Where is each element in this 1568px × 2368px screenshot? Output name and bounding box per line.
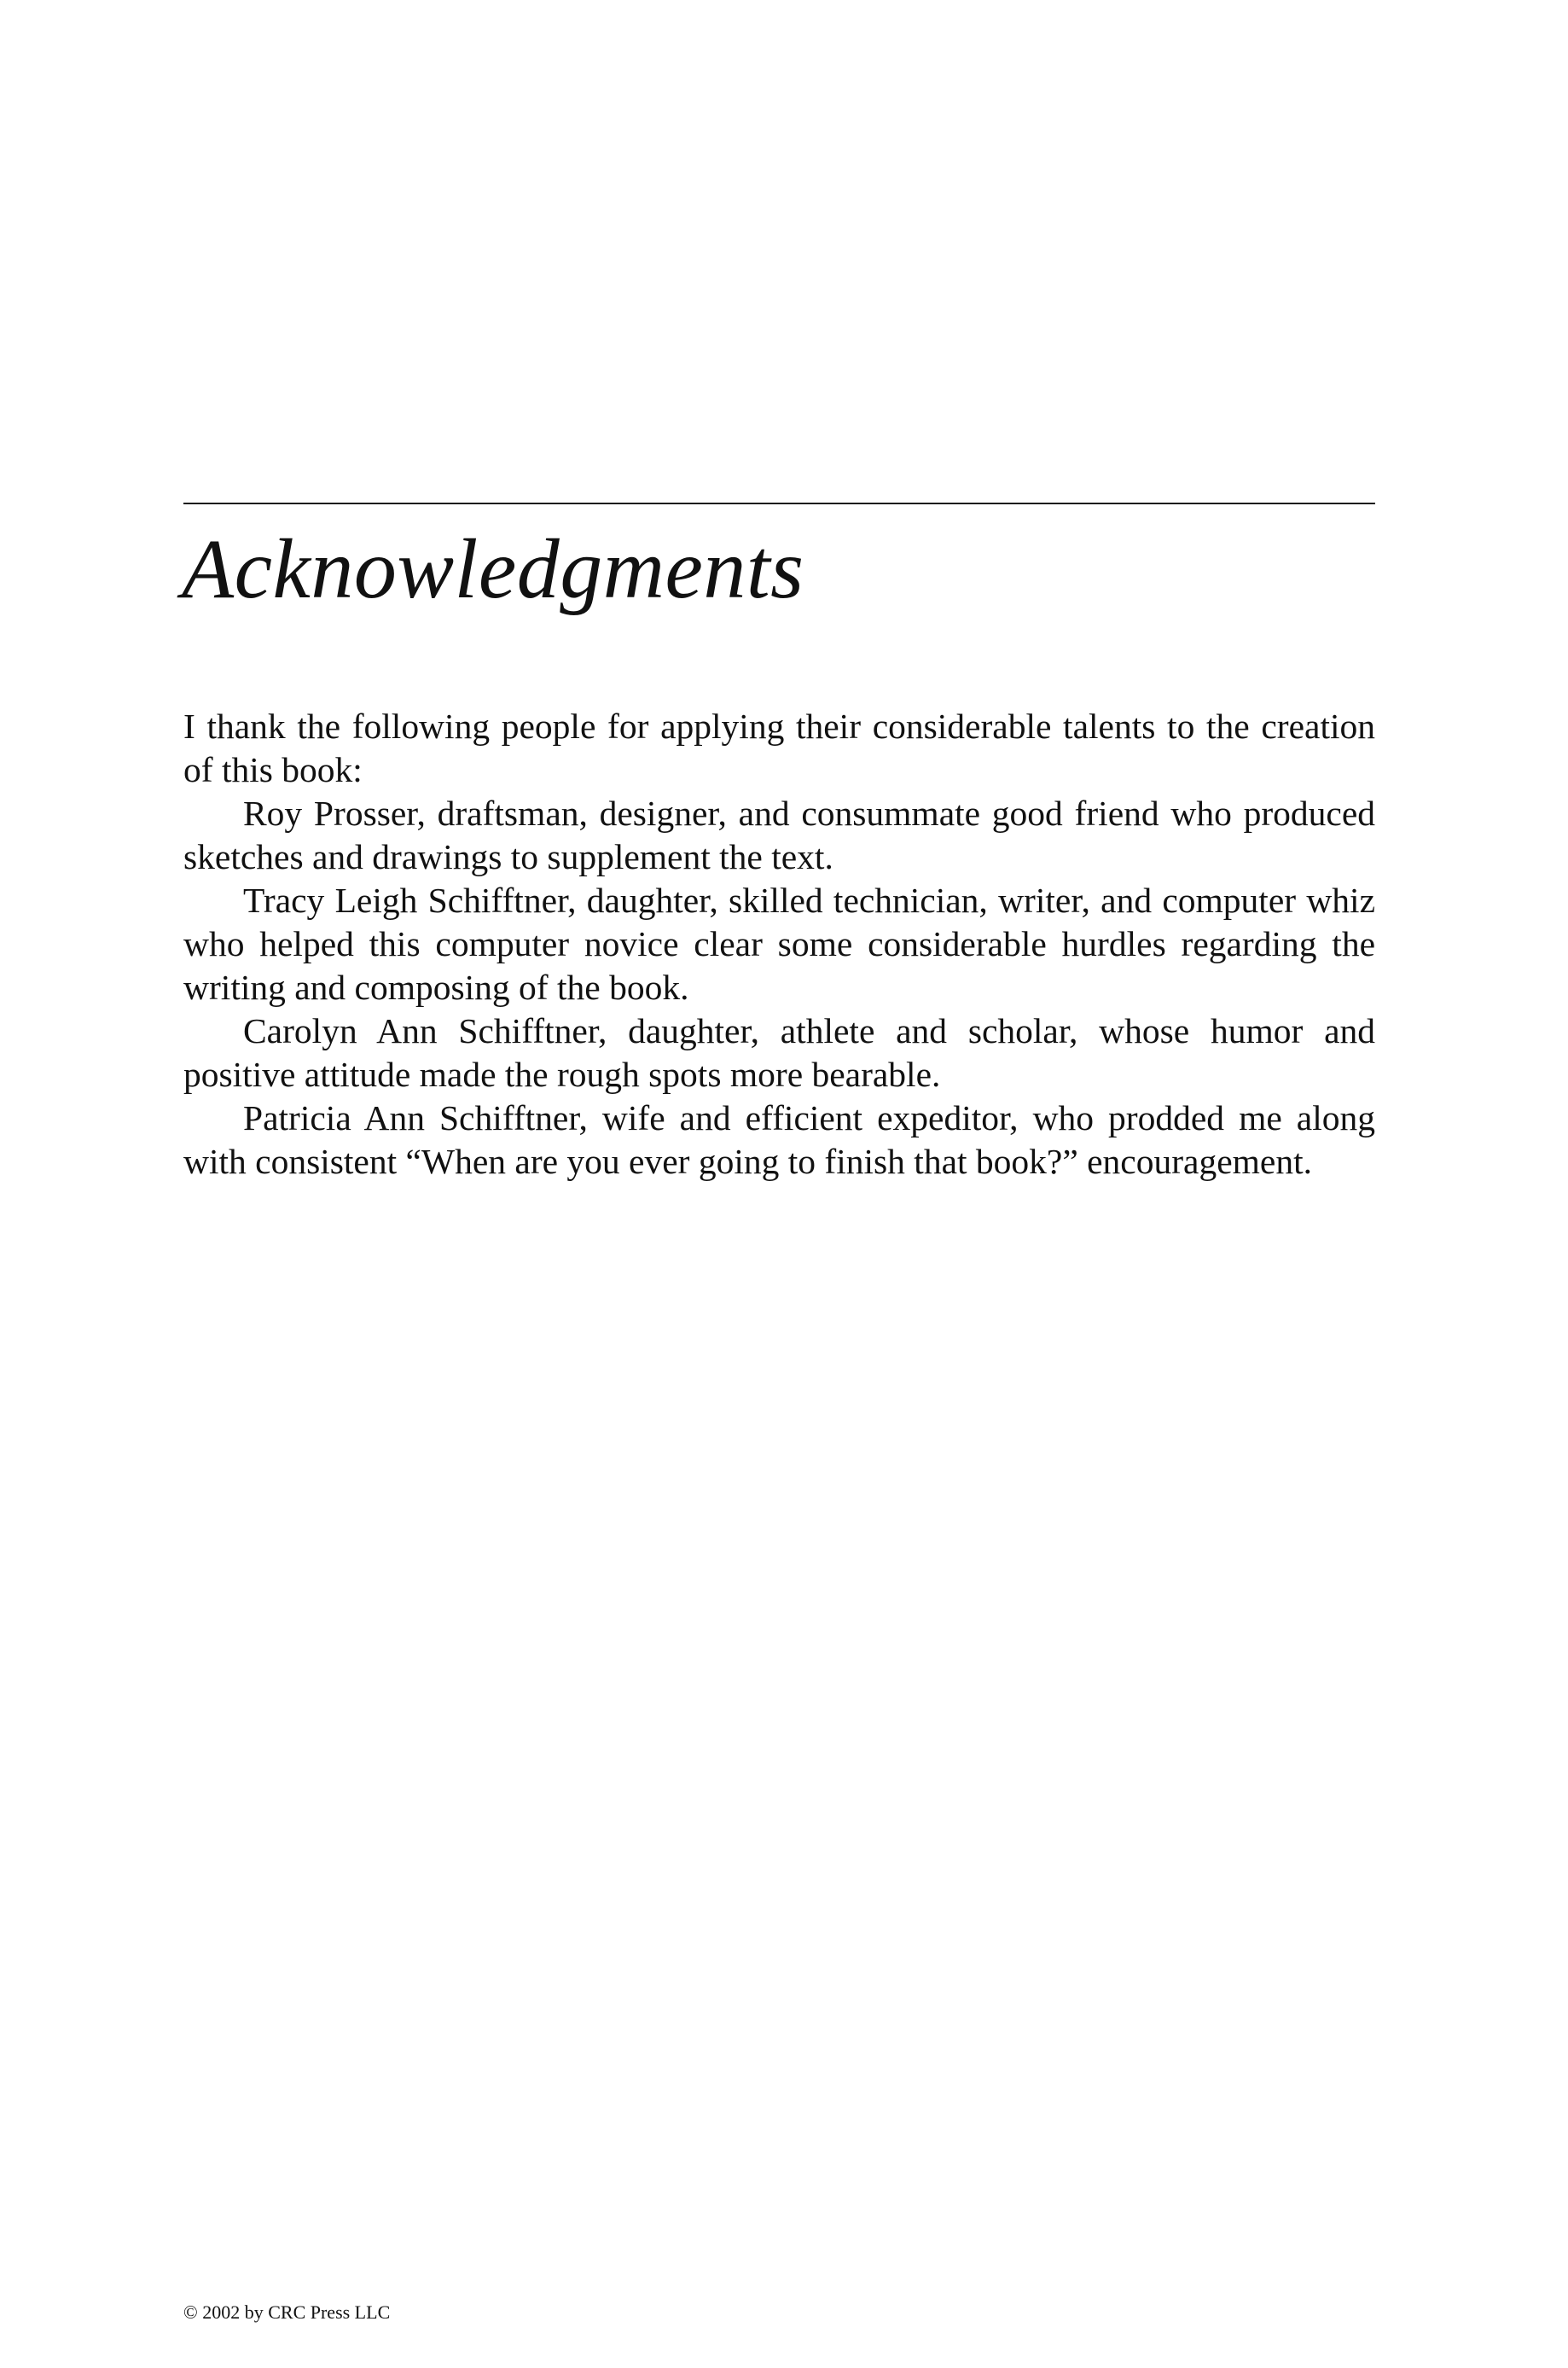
paragraph-roy-prosser: Roy Prosser, draftsman, designer, and consummate good friend who produced sketches and drawings to supplement the text. (183, 794, 1375, 876)
paragraph-carolyn-schifftner: Carolyn Ann Schifftner, daughter, athlete and scholar, whose humor and positive attitude made the rough spots more bearable. (183, 1011, 1375, 1094)
paragraph-tracy-schifftner: Tracy Leigh Schifftner, daughter, skilled technician, writer, and computer whiz who helped this computer novice clear some considerable hurdles regarding the writing and composing of the book. (183, 881, 1375, 1007)
acknowledgments-body (183, 705, 1375, 1184)
title-rule (183, 503, 1375, 504)
intro-paragraph: I thank the following people for applying their considerable talents to the creation of this book: (183, 707, 1375, 789)
copyright-footer: © 2002 by CRC Press LLC (183, 2301, 391, 2323)
paragraph-patricia-schifftner: Patricia Ann Schifftner, wife and efficient expeditor, who prodded me along with consistent “When are you ever going to finish that book?” encouragement. (183, 1098, 1375, 1181)
page-title: Acknowledgments (182, 521, 804, 616)
